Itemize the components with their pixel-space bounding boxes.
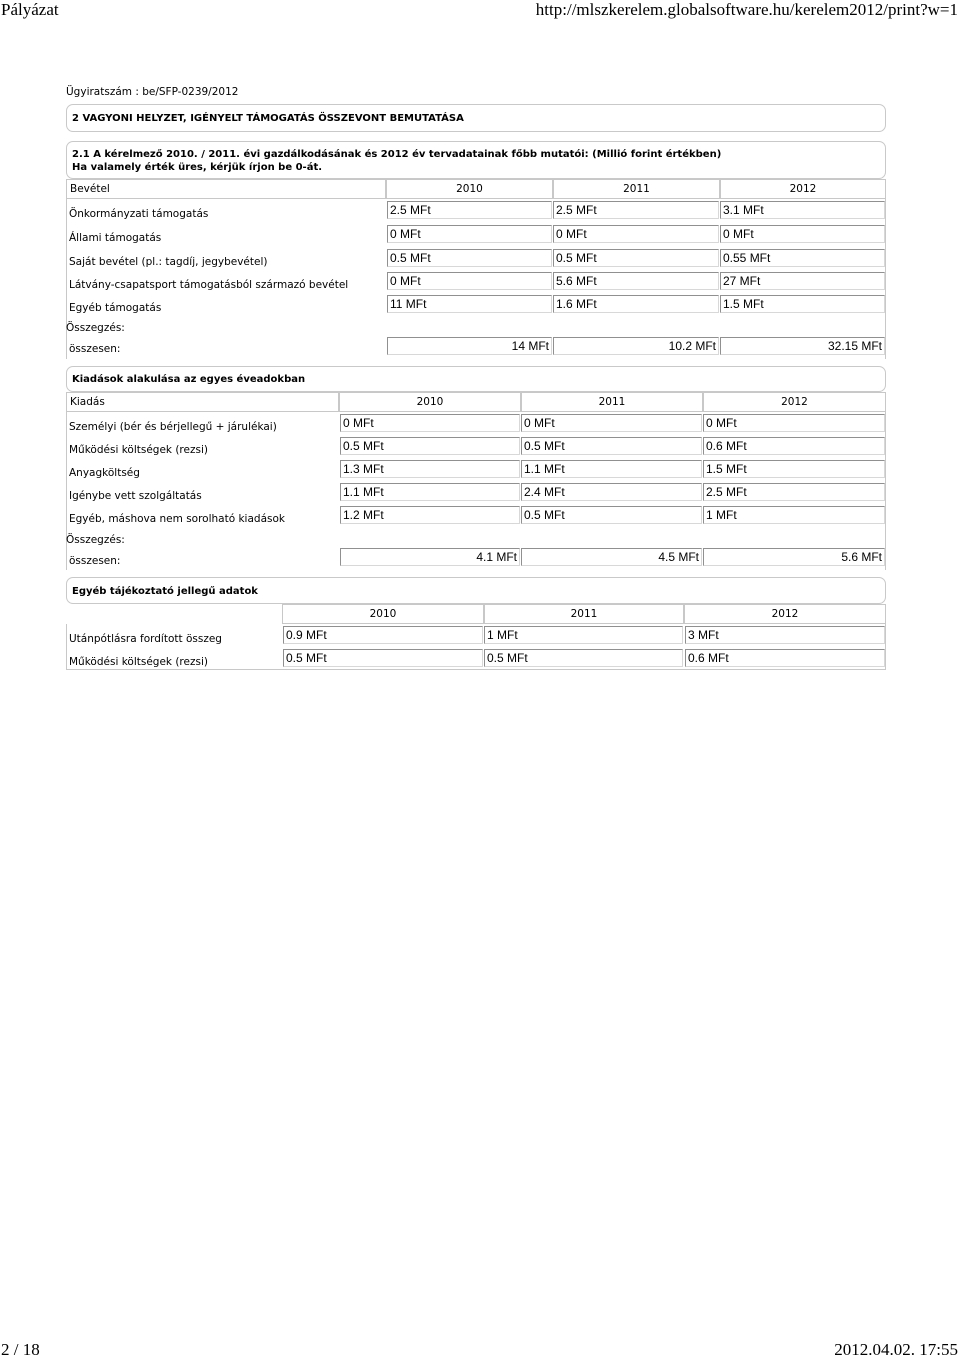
revenue-value-2010[interactable]: 11 MFt (387, 295, 552, 313)
case-number: Ügyiratszám : be/SFP-0239/2012 (66, 86, 239, 98)
revenue-value-2012[interactable]: 0.55 MFt (720, 249, 885, 267)
expenses-value-2011[interactable]: 0.5 MFt (521, 437, 702, 455)
other-value-2010[interactable]: 0.5 MFt (283, 649, 483, 667)
revenue-header-2010: 2010 (386, 179, 553, 199)
revenue-value-2011[interactable]: 2.5 MFt (553, 201, 719, 219)
expenses-header-2012: 2012 (703, 392, 886, 412)
other-header-2012: 2012 (684, 604, 886, 624)
expenses-row-label: Igénybe vett szolgáltatás (69, 490, 202, 502)
revenue-header-2011: 2011 (553, 179, 720, 199)
other-title-box (66, 577, 886, 604)
expenses-header-label: Kiadás (66, 392, 339, 412)
expenses-value-2011[interactable]: 0 MFt (521, 414, 702, 432)
other-value-2012[interactable]: 0.6 MFt (685, 649, 885, 667)
other-right-border (885, 624, 886, 670)
expenses-value-2010[interactable]: 1.1 MFt (340, 483, 520, 501)
expenses-value-2011[interactable]: 1.1 MFt (521, 460, 702, 478)
revenue-total-label: összesen: (69, 343, 121, 355)
expenses-value-2012[interactable]: 0 MFt (703, 414, 885, 432)
expenses-left-border (66, 412, 67, 570)
revenue-value-2011[interactable]: 0.5 MFt (553, 249, 719, 267)
page-header-url: http://mlszkerelem.globalsoftware.hu/kerelem2012/print?w=1 (535, 0, 958, 19)
revenue-value-2012[interactable]: 1.5 MFt (720, 295, 885, 313)
expenses-value-2012[interactable]: 1 MFt (703, 506, 885, 524)
expenses-value-2010[interactable]: 1.2 MFt (340, 506, 520, 524)
section21-subtitle: Ha valamely érték üres, kérjük írjon be 0-át. (72, 162, 323, 173)
other-title: Egyéb tájékoztató jellegű adatok (72, 586, 258, 597)
other-row-label: Működési költségek (rezsi) (69, 656, 208, 668)
other-value-2011[interactable]: 0.5 MFt (484, 649, 683, 667)
revenue-row-label: Látvány-csapatsport támogatásból származó bevétel (69, 279, 349, 291)
revenue-row-label: Állami támogatás (69, 232, 162, 244)
revenue-total-2010: 14 MFt (387, 337, 552, 355)
revenue-row-label: Önkormányzati támogatás (69, 208, 209, 220)
expenses-row-label: Egyéb, máshova nem sorolható kiadások (69, 513, 285, 525)
expenses-total-label: összesen: (69, 555, 121, 567)
expenses-value-2012[interactable]: 1.5 MFt (703, 460, 885, 478)
revenue-summary-label: Összegzés: (66, 322, 125, 334)
page-header-title: Pályázat (1, 0, 59, 19)
expenses-total-2010: 4.1 MFt (340, 548, 520, 566)
expenses-title-box (66, 366, 886, 392)
section21-box (66, 141, 886, 179)
other-row-label: Utánpótlásra fordított összeg (69, 633, 222, 645)
expenses-value-2011[interactable]: 2.4 MFt (521, 483, 702, 501)
revenue-left-border (66, 199, 67, 359)
revenue-header-label: Bevétel (66, 179, 386, 199)
revenue-total-2012: 32.15 MFt (720, 337, 885, 355)
expenses-value-2012[interactable]: 0.6 MFt (703, 437, 885, 455)
revenue-value-2010[interactable]: 0 MFt (387, 225, 552, 243)
other-left-border (66, 624, 67, 670)
revenue-value-2010[interactable]: 2.5 MFt (387, 201, 552, 219)
other-value-2011[interactable]: 1 MFt (484, 626, 683, 644)
revenue-value-2011[interactable]: 1.6 MFt (553, 295, 719, 313)
expenses-value-2011[interactable]: 0.5 MFt (521, 506, 702, 524)
expenses-title: Kiadások alakulása az egyes éveadokban (72, 374, 306, 385)
other-header-2010: 2010 (282, 604, 484, 624)
other-value-2010[interactable]: 0.9 MFt (283, 626, 483, 644)
expenses-total-2012: 5.6 MFt (703, 548, 885, 566)
revenue-value-2010[interactable]: 0.5 MFt (387, 249, 552, 267)
other-value-2012[interactable]: 3 MFt (685, 626, 885, 644)
revenue-value-2012[interactable]: 0 MFt (720, 225, 885, 243)
other-header-2011: 2011 (484, 604, 684, 624)
revenue-header-2012: 2012 (720, 179, 886, 199)
revenue-row-label: Saját bevétel (pl.: tagdíj, jegybevétel) (69, 256, 268, 268)
expenses-value-2010[interactable]: 0 MFt (340, 414, 520, 432)
expenses-header-2011: 2011 (521, 392, 703, 412)
expenses-header-2010: 2010 (339, 392, 521, 412)
section21-title: 2.1 A kérelmező 2010. / 2011. évi gazdálkodásának és 2012 év tervadatainak főbb mutatói: (Millió forint értékben) (72, 149, 722, 160)
expenses-row-label: Személyi (bér és bérjellegű + járulékai) (69, 421, 277, 433)
print-timestamp: 2012.04.02. 17:55 (834, 1340, 958, 1359)
revenue-value-2010[interactable]: 0 MFt (387, 272, 552, 290)
expenses-right-border (885, 412, 886, 570)
revenue-total-2011: 10.2 MFt (553, 337, 719, 355)
revenue-right-border (885, 199, 886, 359)
revenue-value-2011[interactable]: 5.6 MFt (553, 272, 719, 290)
expenses-value-2012[interactable]: 2.5 MFt (703, 483, 885, 501)
page-number: 2 / 18 (1, 1340, 40, 1359)
expenses-total-2011: 4.5 MFt (521, 548, 702, 566)
section2-box (66, 104, 886, 132)
revenue-value-2012[interactable]: 27 MFt (720, 272, 885, 290)
expenses-summary-label: Összegzés: (66, 534, 125, 546)
revenue-value-2012[interactable]: 3.1 MFt (720, 201, 885, 219)
expenses-row-label: Működési költségek (rezsi) (69, 444, 208, 456)
expenses-value-2010[interactable]: 1.3 MFt (340, 460, 520, 478)
section2-title: 2 VAGYONI HELYZET, IGÉNYELT TÁMOGATÁS ÖSSZEVONT BEMUTATÁSA (72, 113, 464, 124)
other-bottom-border (66, 669, 886, 670)
expenses-row-label: Anyagköltség (69, 467, 140, 479)
revenue-row-label: Egyéb támogatás (69, 302, 162, 314)
revenue-value-2011[interactable]: 0 MFt (553, 225, 719, 243)
expenses-value-2010[interactable]: 0.5 MFt (340, 437, 520, 455)
